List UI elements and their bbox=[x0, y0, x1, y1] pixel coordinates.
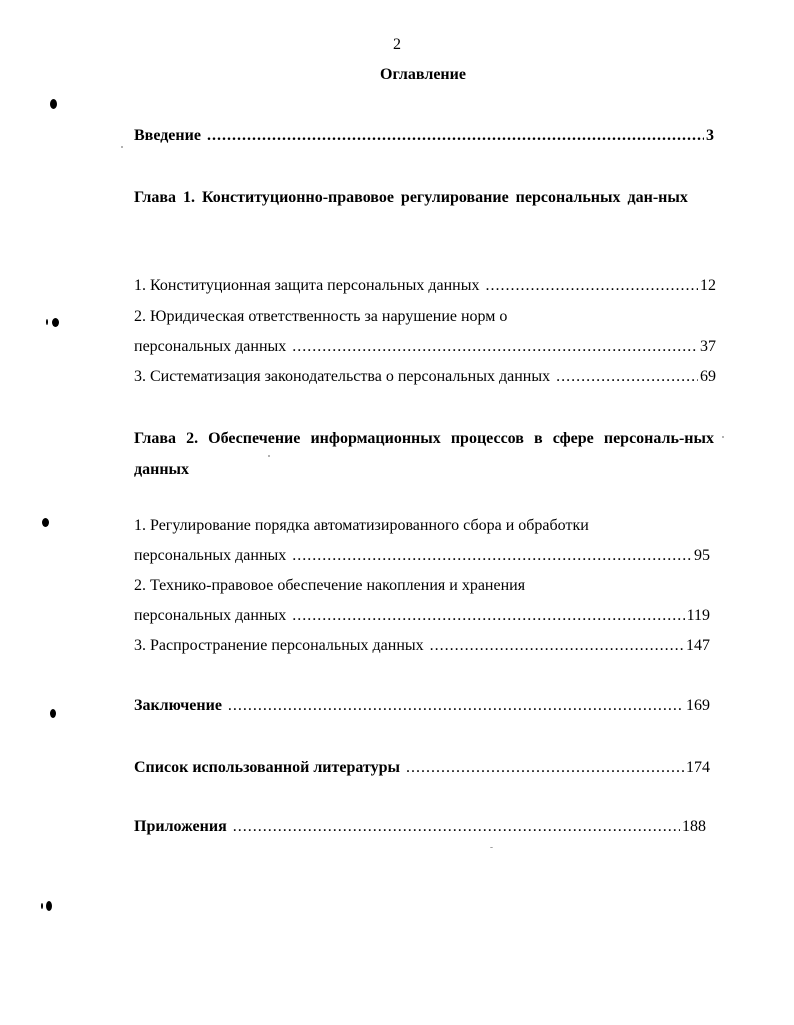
scan-speck bbox=[46, 319, 48, 325]
toc-entry-ch2-s3[interactable] bbox=[134, 636, 710, 656]
toc-entry-ch1-s2[interactable] bbox=[134, 337, 716, 357]
page-number: 2 bbox=[393, 36, 401, 53]
toc-entry-page: 188 bbox=[682, 818, 706, 835]
toc-entry-ch2-s1-line1[interactable]: 1. Регулирование порядка автоматизированного сбора и обработки bbox=[134, 517, 589, 534]
dot-leader bbox=[207, 126, 704, 146]
dot-leader bbox=[292, 337, 698, 357]
toc-entry-bibliography[interactable] bbox=[134, 758, 710, 778]
dot-leader bbox=[406, 758, 684, 778]
toc-entry-ch2-s2[interactable] bbox=[134, 606, 710, 626]
toc-entry-page: 69 bbox=[700, 368, 716, 385]
scan-speck bbox=[722, 436, 724, 438]
dot-leader bbox=[292, 606, 684, 626]
toc-entry-conclusion[interactable] bbox=[134, 696, 710, 716]
scan-speck bbox=[42, 518, 49, 527]
toc-entry-label: персональных данных bbox=[134, 607, 287, 624]
toc-entry-page: 37 bbox=[700, 338, 716, 355]
dot-leader bbox=[485, 276, 698, 296]
scan-speck bbox=[46, 901, 52, 911]
toc-entry-ch2-s1[interactable] bbox=[134, 546, 710, 566]
toc-entry-page: 169 bbox=[686, 697, 710, 714]
scan-speck bbox=[490, 847, 493, 848]
scan-speck bbox=[50, 99, 57, 109]
toc-entry-page: 119 bbox=[686, 607, 710, 624]
scan-speck bbox=[50, 709, 56, 718]
chapter-1-heading: Глава 1. Конституционно-правовое регулирование персональных дан-ных bbox=[134, 189, 688, 206]
chapter-2-heading: Глава 2. Обеспечение информационных процессов в сфере персональ-ных данных bbox=[134, 430, 714, 478]
toc-entry-page: 95 bbox=[694, 547, 710, 564]
toc-entry-intro[interactable] bbox=[134, 126, 714, 146]
dot-leader bbox=[292, 546, 692, 566]
toc-entry-page: 147 bbox=[686, 637, 710, 654]
scan-speck bbox=[41, 903, 43, 909]
toc-entry-label: 1. Конституционная защита персональных данных bbox=[134, 277, 480, 294]
toc-entry-label: Введение bbox=[134, 127, 201, 144]
toc-entry-label: Список использованной литературы bbox=[134, 759, 400, 776]
toc-entry-label: персональных данных bbox=[134, 338, 287, 355]
scan-speck bbox=[121, 146, 123, 148]
dot-leader bbox=[556, 367, 698, 387]
dot-leader bbox=[233, 817, 680, 837]
toc-entry-page: 174 bbox=[686, 759, 710, 776]
toc-entry-ch1-s2-line1[interactable]: 2. Юридическая ответственность за нарушение норм о bbox=[134, 308, 508, 325]
toc-entry-label: Заключение bbox=[134, 697, 222, 714]
toc-entry-appendices[interactable] bbox=[134, 817, 706, 837]
scan-speck bbox=[52, 318, 59, 327]
toc-entry-ch1-s1[interactable] bbox=[134, 276, 716, 296]
toc-entry-ch2-s2-line1[interactable]: 2. Технико-правовое обеспечение накопления и хранения bbox=[134, 577, 526, 594]
toc-entry-label: 3. Систематизация законодательства о персональных данных bbox=[134, 368, 551, 385]
toc-title: Оглавление bbox=[380, 66, 466, 83]
toc-entry-label: персональных данных bbox=[134, 547, 287, 564]
dot-leader bbox=[228, 696, 684, 716]
toc-entry-page: 12 bbox=[700, 277, 716, 294]
scan-speck bbox=[268, 455, 270, 457]
toc-entry-label: Приложения bbox=[134, 818, 227, 835]
toc-entry-ch1-s3[interactable] bbox=[134, 367, 716, 387]
toc-entry-label: 3. Распространение персональных данных bbox=[134, 637, 424, 654]
toc-entry-page: 3 bbox=[706, 127, 714, 144]
dot-leader bbox=[430, 636, 684, 656]
